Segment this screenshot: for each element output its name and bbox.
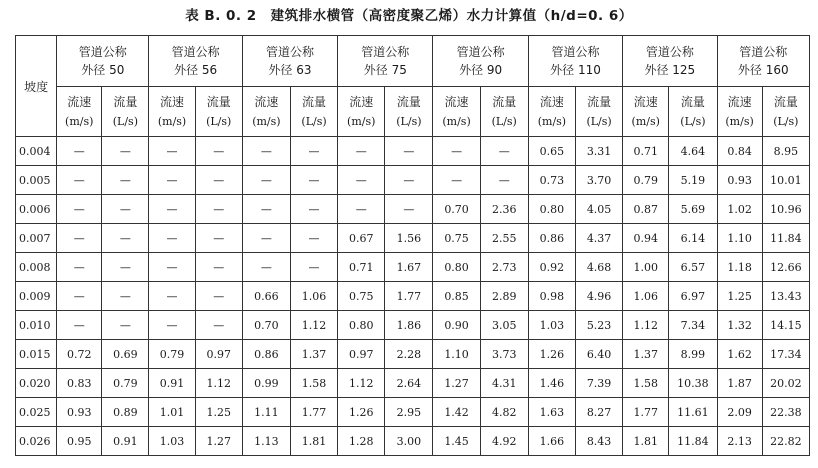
- pipe-size-header: [242, 36, 337, 87]
- velocity-header-label: 流速: [254, 94, 279, 109]
- flow-cell: 1.27: [195, 427, 242, 456]
- slope-cell: 0.005: [16, 166, 57, 195]
- velocity-header-label: 流速: [160, 94, 185, 109]
- flow-cell: 7.34: [669, 311, 717, 340]
- velocity-header-label: 流速: [349, 94, 374, 109]
- flow-cell: 0.97: [195, 340, 242, 369]
- flow-cell: 11.84: [669, 427, 717, 456]
- slope-header: 坡度: [16, 36, 57, 137]
- velocity-cell: —: [433, 166, 480, 195]
- hydraulic-table: [15, 35, 810, 456]
- pipe-diameter: 外径 63: [268, 63, 312, 77]
- velocity-cell: 0.79: [149, 340, 195, 369]
- flow-cell: 3.70: [575, 166, 622, 195]
- flow-header-label: 流量: [113, 94, 138, 109]
- flow-cell: 0.69: [102, 340, 149, 369]
- velocity-cell: 0.70: [433, 195, 480, 224]
- flow-cell: 2.89: [480, 282, 528, 311]
- velocity-cell: 1.32: [717, 311, 762, 340]
- slope-cell: 0.007: [16, 224, 57, 253]
- velocity-cell: 0.90: [433, 311, 480, 340]
- velocity-cell: 0.75: [338, 282, 385, 311]
- table-row: [16, 311, 810, 340]
- velocity-cell: —: [338, 137, 385, 166]
- velocity-cell: 2.13: [717, 427, 762, 456]
- velocity-cell: 1.03: [528, 311, 575, 340]
- velocity-cell: 1.26: [528, 340, 575, 369]
- flow-cell: —: [102, 282, 149, 311]
- slope-cell: 0.025: [16, 398, 57, 427]
- pipe-label: 管道公称: [171, 45, 220, 59]
- measure-header-row: [16, 87, 810, 137]
- flow-header-label: 流量: [680, 94, 705, 109]
- flow-header-unit: (L/s): [680, 114, 706, 128]
- flow-cell: —: [195, 137, 242, 166]
- velocity-cell: 0.87: [623, 195, 669, 224]
- velocity-cell: —: [242, 195, 290, 224]
- flow-cell: 20.02: [762, 369, 809, 398]
- pipe-label: 管道公称: [265, 45, 314, 59]
- table-row: [16, 166, 810, 195]
- flow-cell: 3.00: [385, 427, 433, 456]
- flow-header: [290, 87, 337, 137]
- flow-cell: 11.84: [762, 224, 809, 253]
- velocity-cell: —: [57, 253, 102, 282]
- velocity-header: [623, 87, 669, 137]
- velocity-cell: 1.63: [528, 398, 575, 427]
- flow-cell: —: [385, 166, 433, 195]
- flow-cell: 10.96: [762, 195, 809, 224]
- flow-cell: —: [195, 195, 242, 224]
- pipe-diameter: 外径 110: [550, 63, 601, 77]
- flow-cell: 12.66: [762, 253, 809, 282]
- flow-cell: 6.57: [669, 253, 717, 282]
- velocity-cell: 0.79: [623, 166, 669, 195]
- velocity-header-unit: (m/s): [442, 114, 471, 128]
- velocity-cell: 0.80: [528, 195, 575, 224]
- slope-cell: 0.006: [16, 195, 57, 224]
- flow-cell: —: [102, 195, 149, 224]
- flow-cell: —: [102, 137, 149, 166]
- flow-cell: 4.92: [480, 427, 528, 456]
- flow-cell: —: [290, 166, 337, 195]
- slope-cell: 0.004: [16, 137, 57, 166]
- velocity-cell: 1.77: [623, 398, 669, 427]
- pipe-label: 管道公称: [361, 45, 410, 59]
- pipe-label: 管道公称: [78, 45, 127, 59]
- velocity-header-label: 流速: [727, 94, 752, 109]
- slope-cell: 0.020: [16, 369, 57, 398]
- velocity-cell: 0.99: [242, 369, 290, 398]
- flow-cell: 4.82: [480, 398, 528, 427]
- pipe-label: 管道公称: [739, 45, 788, 59]
- flow-header-label: 流量: [773, 94, 798, 109]
- velocity-header-unit: (m/s): [347, 114, 376, 128]
- pipe-diameter: 外径 160: [737, 63, 789, 77]
- flow-cell: 2.28: [385, 340, 433, 369]
- flow-cell: 0.79: [102, 369, 149, 398]
- table-title: 表 B. 0. 2 建筑排水横管（高密度聚乙烯）水力计算值（h/d=0. 6）: [185, 8, 633, 24]
- flow-cell: 22.38: [762, 398, 809, 427]
- velocity-header-unit: (m/s): [537, 114, 567, 128]
- velocity-cell: 0.80: [338, 311, 385, 340]
- pipe-diameter: 外径 75: [363, 63, 407, 77]
- flow-cell: 1.37: [290, 340, 337, 369]
- velocity-cell: 1.26: [338, 398, 385, 427]
- flow-cell: 4.31: [480, 369, 528, 398]
- flow-cell: 1.12: [195, 369, 242, 398]
- velocity-header: [433, 87, 480, 137]
- pipe-diameter: 外径 125: [644, 63, 696, 77]
- velocity-cell: 1.02: [717, 195, 762, 224]
- velocity-cell: —: [149, 282, 195, 311]
- flow-cell: 2.95: [385, 398, 433, 427]
- velocity-cell: 0.91: [149, 369, 195, 398]
- slope-cell: 0.010: [16, 311, 57, 340]
- table-row: [16, 340, 810, 369]
- flow-header-unit: (L/s): [301, 114, 327, 128]
- flow-header: [102, 87, 149, 137]
- pipe-size-header: [433, 36, 528, 87]
- velocity-cell: 0.93: [717, 166, 762, 195]
- flow-cell: 2.36: [480, 195, 528, 224]
- flow-cell: 4.37: [575, 224, 622, 253]
- velocity-cell: —: [149, 253, 195, 282]
- pipe-label: 管道公称: [645, 45, 694, 59]
- flow-cell: 1.06: [290, 282, 337, 311]
- flow-cell: —: [480, 137, 528, 166]
- velocity-cell: 0.97: [338, 340, 385, 369]
- flow-cell: 1.58: [290, 369, 337, 398]
- velocity-cell: 0.84: [717, 137, 762, 166]
- flow-cell: —: [102, 311, 149, 340]
- velocity-cell: 0.75: [433, 224, 480, 253]
- flow-cell: 3.05: [480, 311, 528, 340]
- velocity-header-label: 流速: [444, 94, 469, 109]
- flow-header-label: 流量: [396, 94, 421, 109]
- flow-cell: —: [195, 166, 242, 195]
- pipe-label: 管道公称: [456, 45, 505, 59]
- flow-cell: 10.38: [669, 369, 717, 398]
- velocity-cell: 1.01: [149, 398, 195, 427]
- flow-cell: —: [290, 253, 337, 282]
- table-row: [16, 224, 810, 253]
- table-row: [16, 137, 810, 166]
- flow-cell: —: [195, 253, 242, 282]
- table-row: [16, 427, 810, 456]
- velocity-cell: 0.86: [528, 224, 575, 253]
- slope-cell: 0.026: [16, 427, 57, 456]
- flow-cell: 4.96: [575, 282, 622, 311]
- table-row: [16, 398, 810, 427]
- flow-header: [575, 87, 622, 137]
- flow-cell: 4.68: [575, 253, 622, 282]
- velocity-cell: 0.71: [623, 137, 669, 166]
- flow-cell: 8.27: [575, 398, 622, 427]
- pipe-size-header: [623, 36, 717, 87]
- velocity-cell: 0.66: [242, 282, 290, 311]
- velocity-cell: —: [242, 224, 290, 253]
- velocity-cell: 1.10: [717, 224, 762, 253]
- velocity-cell: 1.62: [717, 340, 762, 369]
- slope-cell: 0.009: [16, 282, 57, 311]
- velocity-cell: 1.12: [623, 311, 669, 340]
- velocity-cell: 0.95: [57, 427, 102, 456]
- velocity-cell: 0.70: [242, 311, 290, 340]
- velocity-cell: 1.46: [528, 369, 575, 398]
- flow-header: [669, 87, 717, 137]
- pipe-diameter: 外径 56: [174, 63, 218, 77]
- flow-cell: 4.64: [669, 137, 717, 166]
- flow-header-unit: (L/s): [491, 114, 517, 128]
- velocity-cell: 1.06: [623, 282, 669, 311]
- velocity-cell: 0.94: [623, 224, 669, 253]
- flow-cell: —: [290, 137, 337, 166]
- velocity-cell: 0.71: [338, 253, 385, 282]
- flow-header-label: 流量: [302, 94, 327, 109]
- velocity-cell: 1.58: [623, 369, 669, 398]
- flow-cell: —: [102, 224, 149, 253]
- velocity-header-label: 流速: [67, 94, 92, 109]
- velocity-cell: 1.45: [433, 427, 480, 456]
- velocity-cell: —: [242, 166, 290, 195]
- velocity-cell: —: [57, 224, 102, 253]
- flow-header: [195, 87, 242, 137]
- velocity-cell: 1.25: [717, 282, 762, 311]
- velocity-header: [242, 87, 290, 137]
- flow-cell: 10.01: [762, 166, 809, 195]
- flow-cell: 2.73: [480, 253, 528, 282]
- flow-cell: —: [385, 137, 433, 166]
- velocity-cell: 1.00: [623, 253, 669, 282]
- velocity-cell: 1.10: [433, 340, 480, 369]
- table-row: [16, 369, 810, 398]
- flow-cell: —: [195, 224, 242, 253]
- flow-cell: 14.15: [762, 311, 809, 340]
- velocity-cell: 1.18: [717, 253, 762, 282]
- flow-cell: 1.81: [290, 427, 337, 456]
- velocity-header-label: 流速: [539, 94, 564, 109]
- velocity-cell: 1.42: [433, 398, 480, 427]
- table-row: [16, 195, 810, 224]
- velocity-header-unit: (m/s): [65, 114, 94, 128]
- pipe-header-row: [16, 36, 810, 87]
- velocity-cell: —: [338, 195, 385, 224]
- velocity-header-unit: (m/s): [725, 114, 754, 128]
- velocity-cell: —: [57, 166, 102, 195]
- velocity-cell: 1.13: [242, 427, 290, 456]
- flow-cell: 5.19: [669, 166, 717, 195]
- flow-header: [385, 87, 433, 137]
- velocity-cell: 1.87: [717, 369, 762, 398]
- velocity-cell: 0.65: [528, 137, 575, 166]
- table-row: [16, 253, 810, 282]
- velocity-cell: —: [57, 311, 102, 340]
- velocity-cell: 1.27: [433, 369, 480, 398]
- flow-cell: 8.95: [762, 137, 809, 166]
- velocity-cell: 1.12: [338, 369, 385, 398]
- velocity-cell: —: [433, 137, 480, 166]
- velocity-cell: 1.28: [338, 427, 385, 456]
- flow-cell: 22.82: [762, 427, 809, 456]
- flow-cell: 7.39: [575, 369, 622, 398]
- pipe-size-header: [338, 36, 433, 87]
- velocity-cell: 0.73: [528, 166, 575, 195]
- flow-header-unit: (L/s): [112, 114, 138, 128]
- flow-cell: 2.55: [480, 224, 528, 253]
- velocity-cell: 1.11: [242, 398, 290, 427]
- velocity-header-unit: (m/s): [252, 114, 281, 128]
- velocity-cell: —: [57, 137, 102, 166]
- flow-cell: 6.97: [669, 282, 717, 311]
- velocity-cell: —: [242, 137, 290, 166]
- velocity-header-unit: (m/s): [631, 114, 660, 128]
- flow-cell: —: [385, 195, 433, 224]
- velocity-cell: 0.85: [433, 282, 480, 311]
- flow-cell: 1.77: [385, 282, 433, 311]
- flow-cell: —: [195, 282, 242, 311]
- velocity-cell: 0.67: [338, 224, 385, 253]
- slope-cell: 0.008: [16, 253, 57, 282]
- flow-header-label: 流量: [492, 94, 517, 109]
- table-row: [16, 282, 810, 311]
- flow-cell: —: [480, 166, 528, 195]
- flow-cell: —: [102, 253, 149, 282]
- flow-cell: 11.61: [669, 398, 717, 427]
- velocity-cell: —: [242, 253, 290, 282]
- flow-cell: 1.67: [385, 253, 433, 282]
- velocity-cell: 0.98: [528, 282, 575, 311]
- pipe-diameter: 外径 90: [459, 63, 503, 77]
- velocity-cell: —: [149, 137, 195, 166]
- flow-cell: 2.64: [385, 369, 433, 398]
- velocity-cell: —: [57, 282, 102, 311]
- flow-cell: 3.31: [575, 137, 622, 166]
- flow-cell: —: [290, 195, 337, 224]
- velocity-header: [149, 87, 195, 137]
- flow-cell: 1.12: [290, 311, 337, 340]
- flow-cell: 5.23: [575, 311, 622, 340]
- flow-cell: 3.73: [480, 340, 528, 369]
- velocity-cell: —: [149, 195, 195, 224]
- velocity-cell: 1.66: [528, 427, 575, 456]
- velocity-cell: 2.09: [717, 398, 762, 427]
- velocity-cell: —: [338, 166, 385, 195]
- velocity-header: [338, 87, 385, 137]
- velocity-cell: 1.03: [149, 427, 195, 456]
- flow-header-unit: (L/s): [206, 114, 232, 128]
- flow-cell: 1.77: [290, 398, 337, 427]
- velocity-header-label: 流速: [633, 94, 658, 109]
- velocity-header: [717, 87, 762, 137]
- pipe-size-header: [57, 36, 149, 87]
- flow-cell: 1.25: [195, 398, 242, 427]
- pipe-size-header: [528, 36, 622, 87]
- flow-header-label: 流量: [587, 94, 612, 109]
- velocity-cell: 0.72: [57, 340, 102, 369]
- flow-cell: 5.69: [669, 195, 717, 224]
- velocity-cell: 1.81: [623, 427, 669, 456]
- flow-cell: —: [290, 224, 337, 253]
- flow-cell: 8.99: [669, 340, 717, 369]
- velocity-header: [528, 87, 575, 137]
- velocity-cell: —: [149, 224, 195, 253]
- velocity-cell: 1.37: [623, 340, 669, 369]
- velocity-cell: 0.80: [433, 253, 480, 282]
- velocity-cell: 0.92: [528, 253, 575, 282]
- flow-header-unit: (L/s): [396, 114, 422, 128]
- flow-cell: 4.05: [575, 195, 622, 224]
- flow-cell: 1.56: [385, 224, 433, 253]
- flow-cell: 17.34: [762, 340, 809, 369]
- pipe-size-header: [149, 36, 242, 87]
- pipe-size-header: [717, 36, 810, 87]
- flow-header-unit: (L/s): [773, 114, 799, 128]
- flow-cell: 13.43: [762, 282, 809, 311]
- flow-cell: —: [195, 311, 242, 340]
- pipe-label: 管道公称: [551, 45, 600, 59]
- velocity-cell: —: [149, 166, 195, 195]
- flow-header: [480, 87, 528, 137]
- flow-cell: 6.14: [669, 224, 717, 253]
- velocity-cell: 0.93: [57, 398, 102, 427]
- flow-cell: 6.40: [575, 340, 622, 369]
- flow-cell: 0.91: [102, 427, 149, 456]
- velocity-cell: —: [149, 311, 195, 340]
- velocity-header: [57, 87, 102, 137]
- flow-cell: 0.89: [102, 398, 149, 427]
- pipe-diameter: 外径 50: [81, 63, 125, 77]
- velocity-cell: —: [57, 195, 102, 224]
- flow-cell: 1.86: [385, 311, 433, 340]
- flow-cell: 8.43: [575, 427, 622, 456]
- velocity-cell: 0.83: [57, 369, 102, 398]
- flow-cell: —: [102, 166, 149, 195]
- flow-header-label: 流量: [206, 94, 231, 109]
- velocity-header-unit: (m/s): [157, 114, 187, 128]
- slope-cell: 0.015: [16, 340, 57, 369]
- velocity-cell: 0.86: [242, 340, 290, 369]
- flow-header-unit: (L/s): [586, 114, 612, 128]
- flow-header: [762, 87, 809, 137]
